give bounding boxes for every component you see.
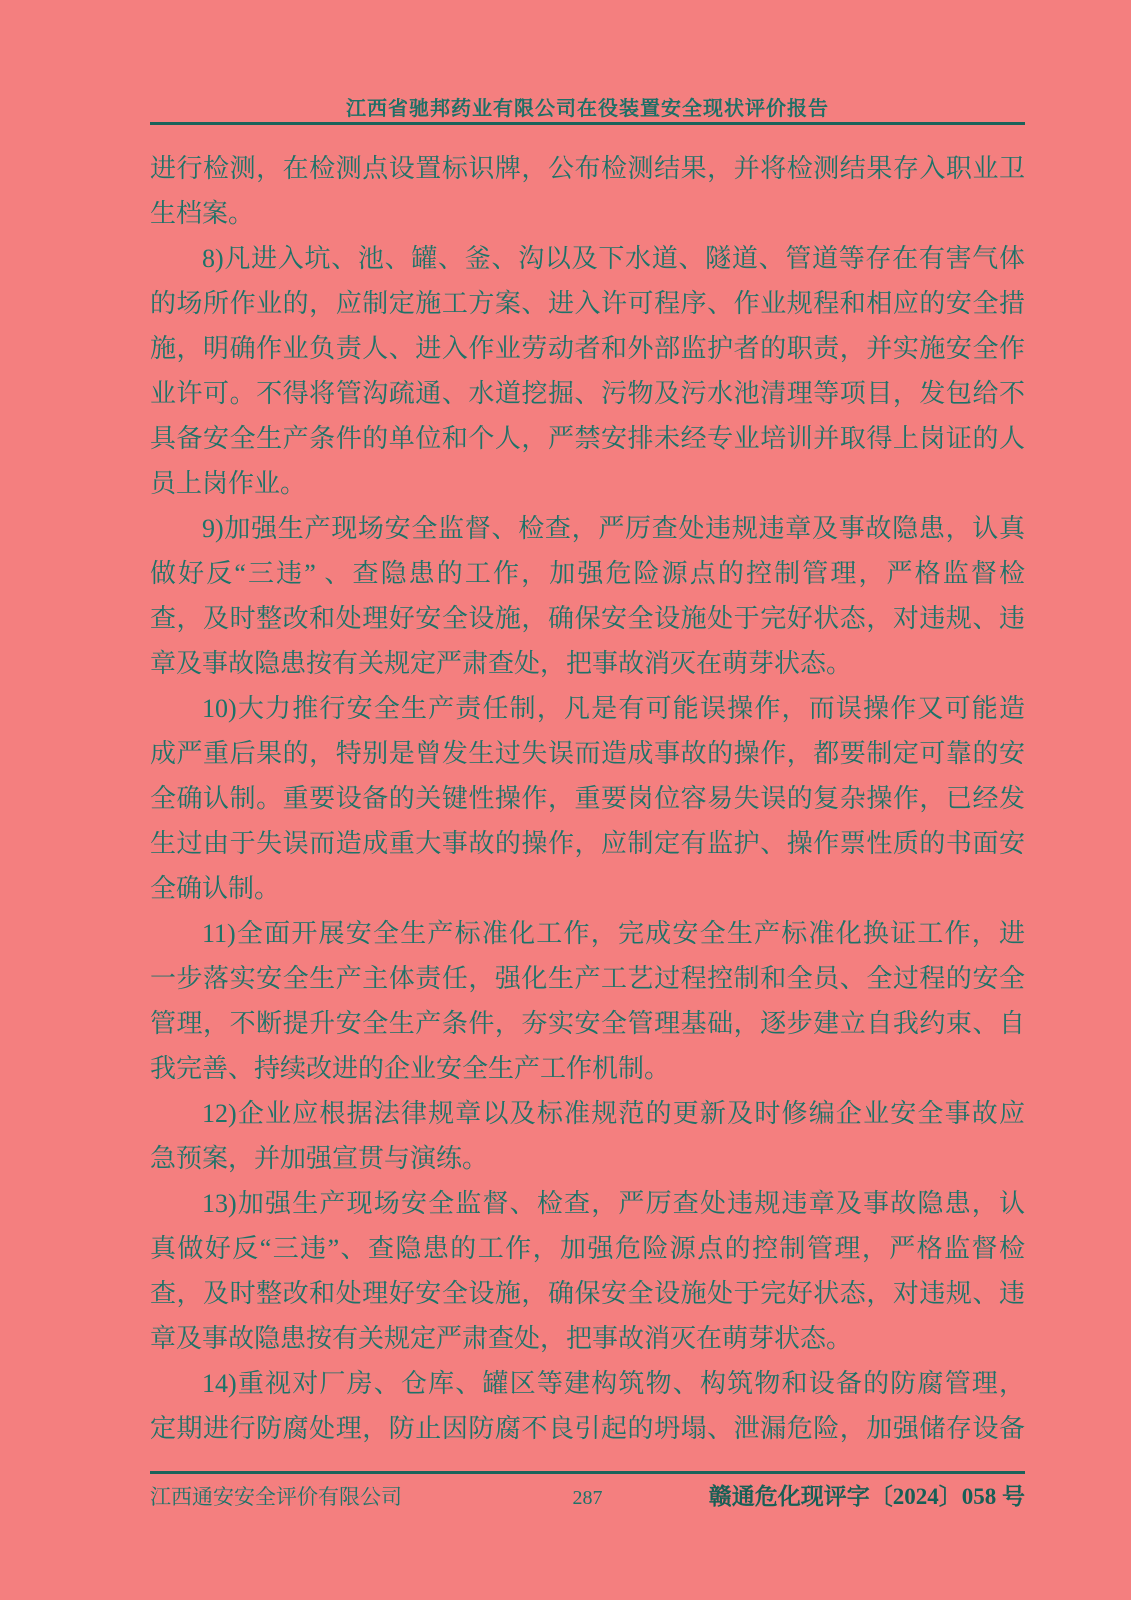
- footer-page-number: 287: [572, 1487, 603, 1509]
- body-line: 的场所作业的，应制定施工方案、进入许可程序、作业规程和相应的安全措: [150, 289, 1025, 318]
- body-line: 成严重后果的，特别是曾发生过失误而造成事故的操作，都要制定可靠的安: [150, 739, 1025, 768]
- body-line: 章及事故隐患按有关规定严肃查处，把事故消灭在萌芽状态。: [150, 1324, 853, 1353]
- header-rule: [150, 122, 1025, 125]
- page-header-title: 江西省驰邦药业有限公司在役装置安全现状评价报告: [346, 98, 829, 120]
- body-line: 13)加强生产现场安全监督、检查，严厉查处违规违章及事故隐患，认: [202, 1189, 1025, 1218]
- body-line: 员上岗作业。: [150, 469, 307, 498]
- body-line: 生过由于失误而造成重大事故的操作，应制定有监护、操作票性质的书面安: [150, 829, 1025, 858]
- body-line: 具备安全生产条件的单位和个人，严禁安排未经专业培训并取得上岗证的人: [150, 424, 1025, 453]
- footer-company-name: 江西通安安全评价有限公司: [150, 1485, 402, 1509]
- body-line: 全确认制。重要设备的关键性操作，重要岗位容易失误的复杂操作，已经发: [150, 784, 1025, 813]
- body-line: 业许可。不得将管沟疏通、水道挖掘、污物及污水池清理等项目，发包给不: [150, 379, 1025, 408]
- body-line: 10)大力推行安全生产责任制，凡是有可能误操作，而误操作又可能造: [202, 694, 1025, 723]
- body-line: 11)全面开展安全生产标准化工作，完成安全生产标准化换证工作，进: [202, 919, 1025, 948]
- body-line: 急预案，并加强宣贯与演练。: [150, 1144, 489, 1173]
- body-line: 9)加强生产现场安全监督、检查，严厉查处违规违章及事故隐患，认真: [202, 514, 1025, 543]
- page-footer: [150, 1478, 1025, 1511]
- body-line: 全确认制。: [150, 874, 281, 903]
- footer-document-number: 赣通危化现评字〔2024〕058 号: [708, 1484, 1025, 1509]
- body-line: 做好反“三违” 、查隐患的工作，加强危险源点的控制管理，严格监督检: [150, 559, 1025, 588]
- body-line: 定期进行防腐处理，防止因防腐不良引起的坍塌、泄漏危险，加强储存设备: [150, 1414, 1025, 1443]
- body-line: 施，明确作业负责人、进入作业劳动者和外部监护者的职责，并实施安全作: [150, 334, 1025, 363]
- report-body-text: [150, 146, 1025, 1451]
- body-line: 12)企业应根据法律规章以及标准规范的更新及时修编企业安全事故应: [202, 1099, 1025, 1128]
- body-line: 查，及时整改和处理好安全设施，确保安全设施处于完好状态，对违规、违: [150, 604, 1025, 633]
- body-line: 章及事故隐患按有关规定严肃查处，把事故消灭在萌芽状态。: [150, 649, 853, 678]
- body-line: 管理，不断提升安全生产条件，夯实安全管理基础，逐步建立自我约束、自: [150, 1009, 1025, 1038]
- body-line: 进行检测，在检测点设置标识牌，公布检测结果，并将检测结果存入职业卫: [150, 154, 1025, 183]
- body-line: 一步落实安全生产主体责任，强化生产工艺过程控制和全员、全过程的安全: [150, 964, 1025, 993]
- body-line: 我完善、持续改进的企业安全生产工作机制。: [150, 1054, 671, 1083]
- body-line: 8)凡进入坑、池、罐、釜、沟以及下水道、隧道、管道等存在有害气体: [202, 244, 1025, 273]
- body-line: 生档案。: [150, 199, 255, 228]
- body-line: 14)重视对厂房、仓库、罐区等建构筑物、构筑物和设备的防腐管理，: [202, 1369, 1025, 1398]
- body-line: 查，及时整改和处理好安全设施，确保安全设施处于完好状态，对违规、违: [150, 1279, 1025, 1308]
- body-line: 真做好反“三违”、查隐患的工作，加强危险源点的控制管理，严格监督检: [150, 1234, 1025, 1263]
- footer-rule: [150, 1471, 1025, 1474]
